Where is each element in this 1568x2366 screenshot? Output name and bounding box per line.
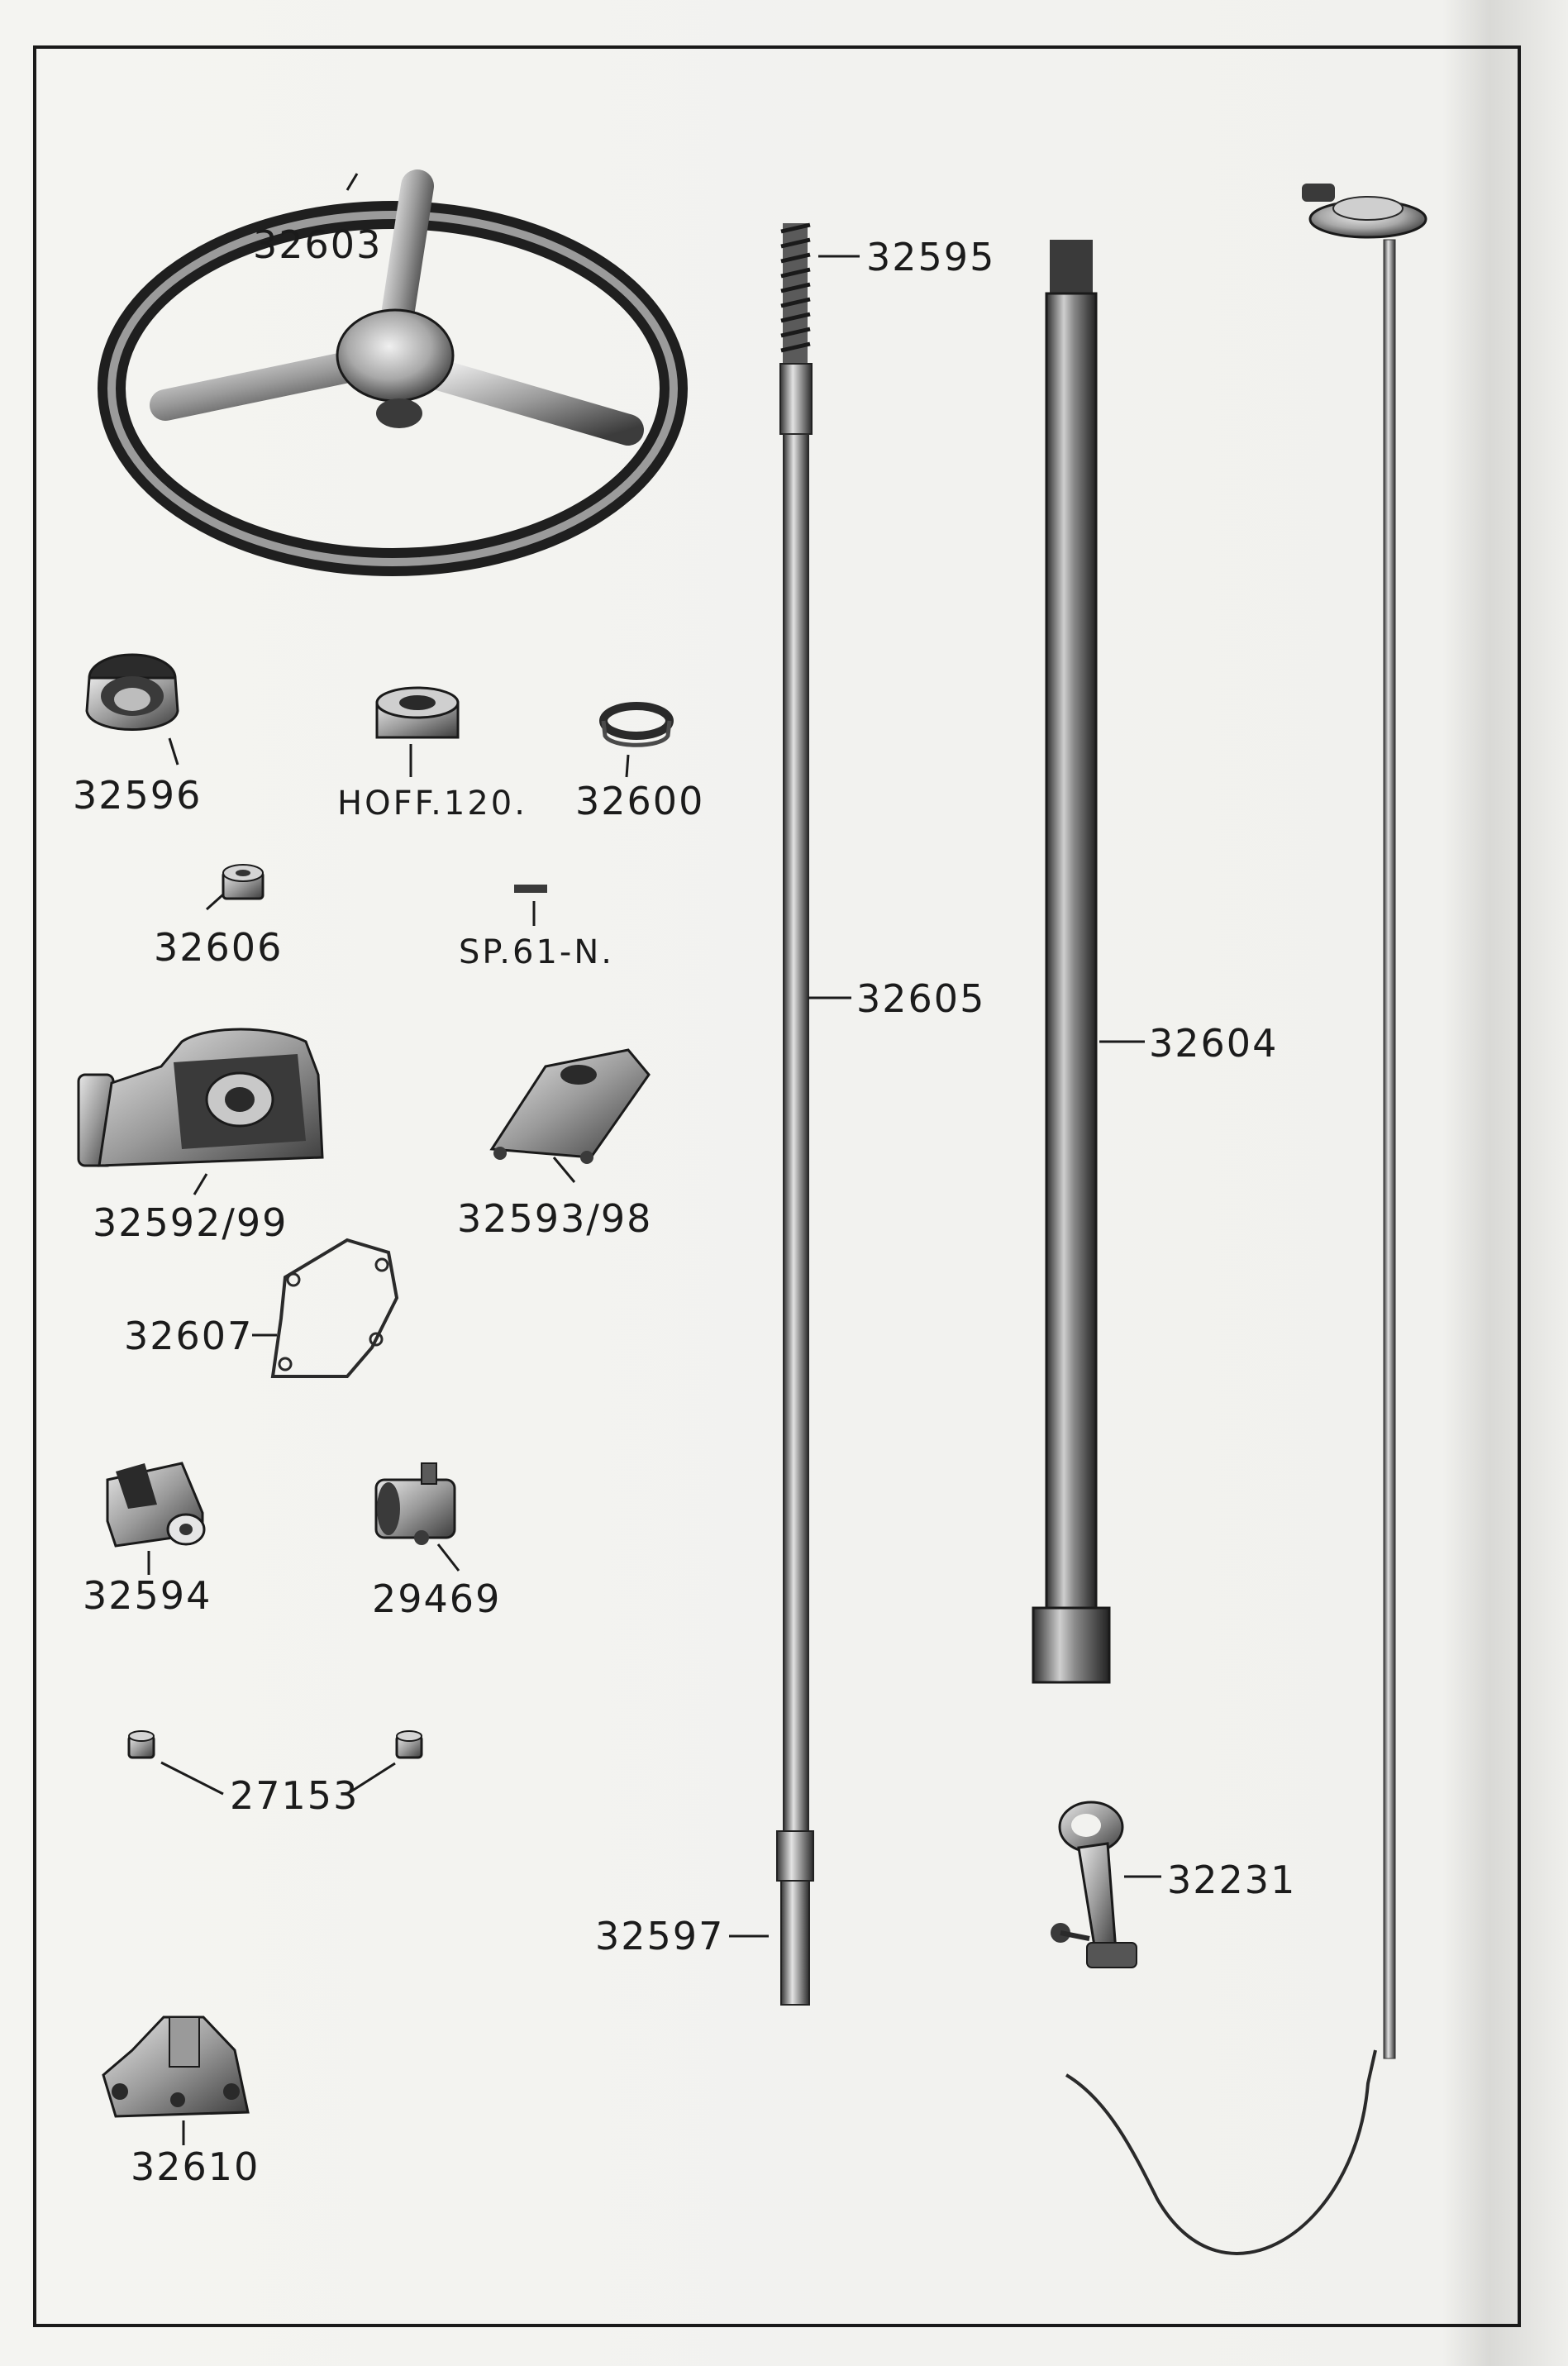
label-32595: 32595 (866, 235, 996, 279)
cover-plate-part (492, 1050, 649, 1164)
rocker-lever-part (107, 1463, 204, 1546)
clamp-part (376, 1463, 455, 1545)
label-32606: 32606 (154, 925, 284, 970)
label-32604: 32604 (1149, 1021, 1279, 1066)
label-32610: 32610 (131, 2144, 260, 2189)
rollers-part (129, 1731, 422, 1758)
label-32605: 32605 (856, 976, 986, 1021)
label-sp-61-n: SP.61-N. (459, 933, 614, 971)
split-pin-part (514, 885, 547, 893)
bearing-ring-part (603, 706, 670, 745)
steering-box-housing-part (79, 1029, 322, 1166)
label-32594: 32594 (83, 1573, 212, 1618)
label-hoff-120: HOFF.120. (337, 785, 527, 823)
bracket-part (103, 2017, 248, 2116)
gasket-part (273, 1240, 397, 1376)
outer-column-tube-part (1033, 240, 1109, 1682)
label-32596: 32596 (73, 773, 203, 818)
drop-arm-part (1051, 1802, 1137, 1968)
nut-part (223, 865, 263, 899)
steering-wheel-part (112, 186, 674, 562)
label-32603: 32603 (253, 222, 383, 267)
label-32231: 32231 (1167, 1858, 1297, 1902)
label-32592-99: 32592/99 (93, 1200, 288, 1245)
label-32600: 32600 (575, 779, 705, 823)
ball-bearing-part (377, 688, 458, 737)
bush-part (87, 655, 178, 730)
label-32607: 32607 (124, 1314, 254, 1358)
label-27153: 27153 (230, 1773, 360, 1818)
label-32597: 32597 (595, 1914, 725, 1958)
label-32593-98: 32593/98 (457, 1196, 653, 1241)
steering-shaft-part (777, 223, 813, 2005)
label-29469: 29469 (372, 1577, 502, 1621)
